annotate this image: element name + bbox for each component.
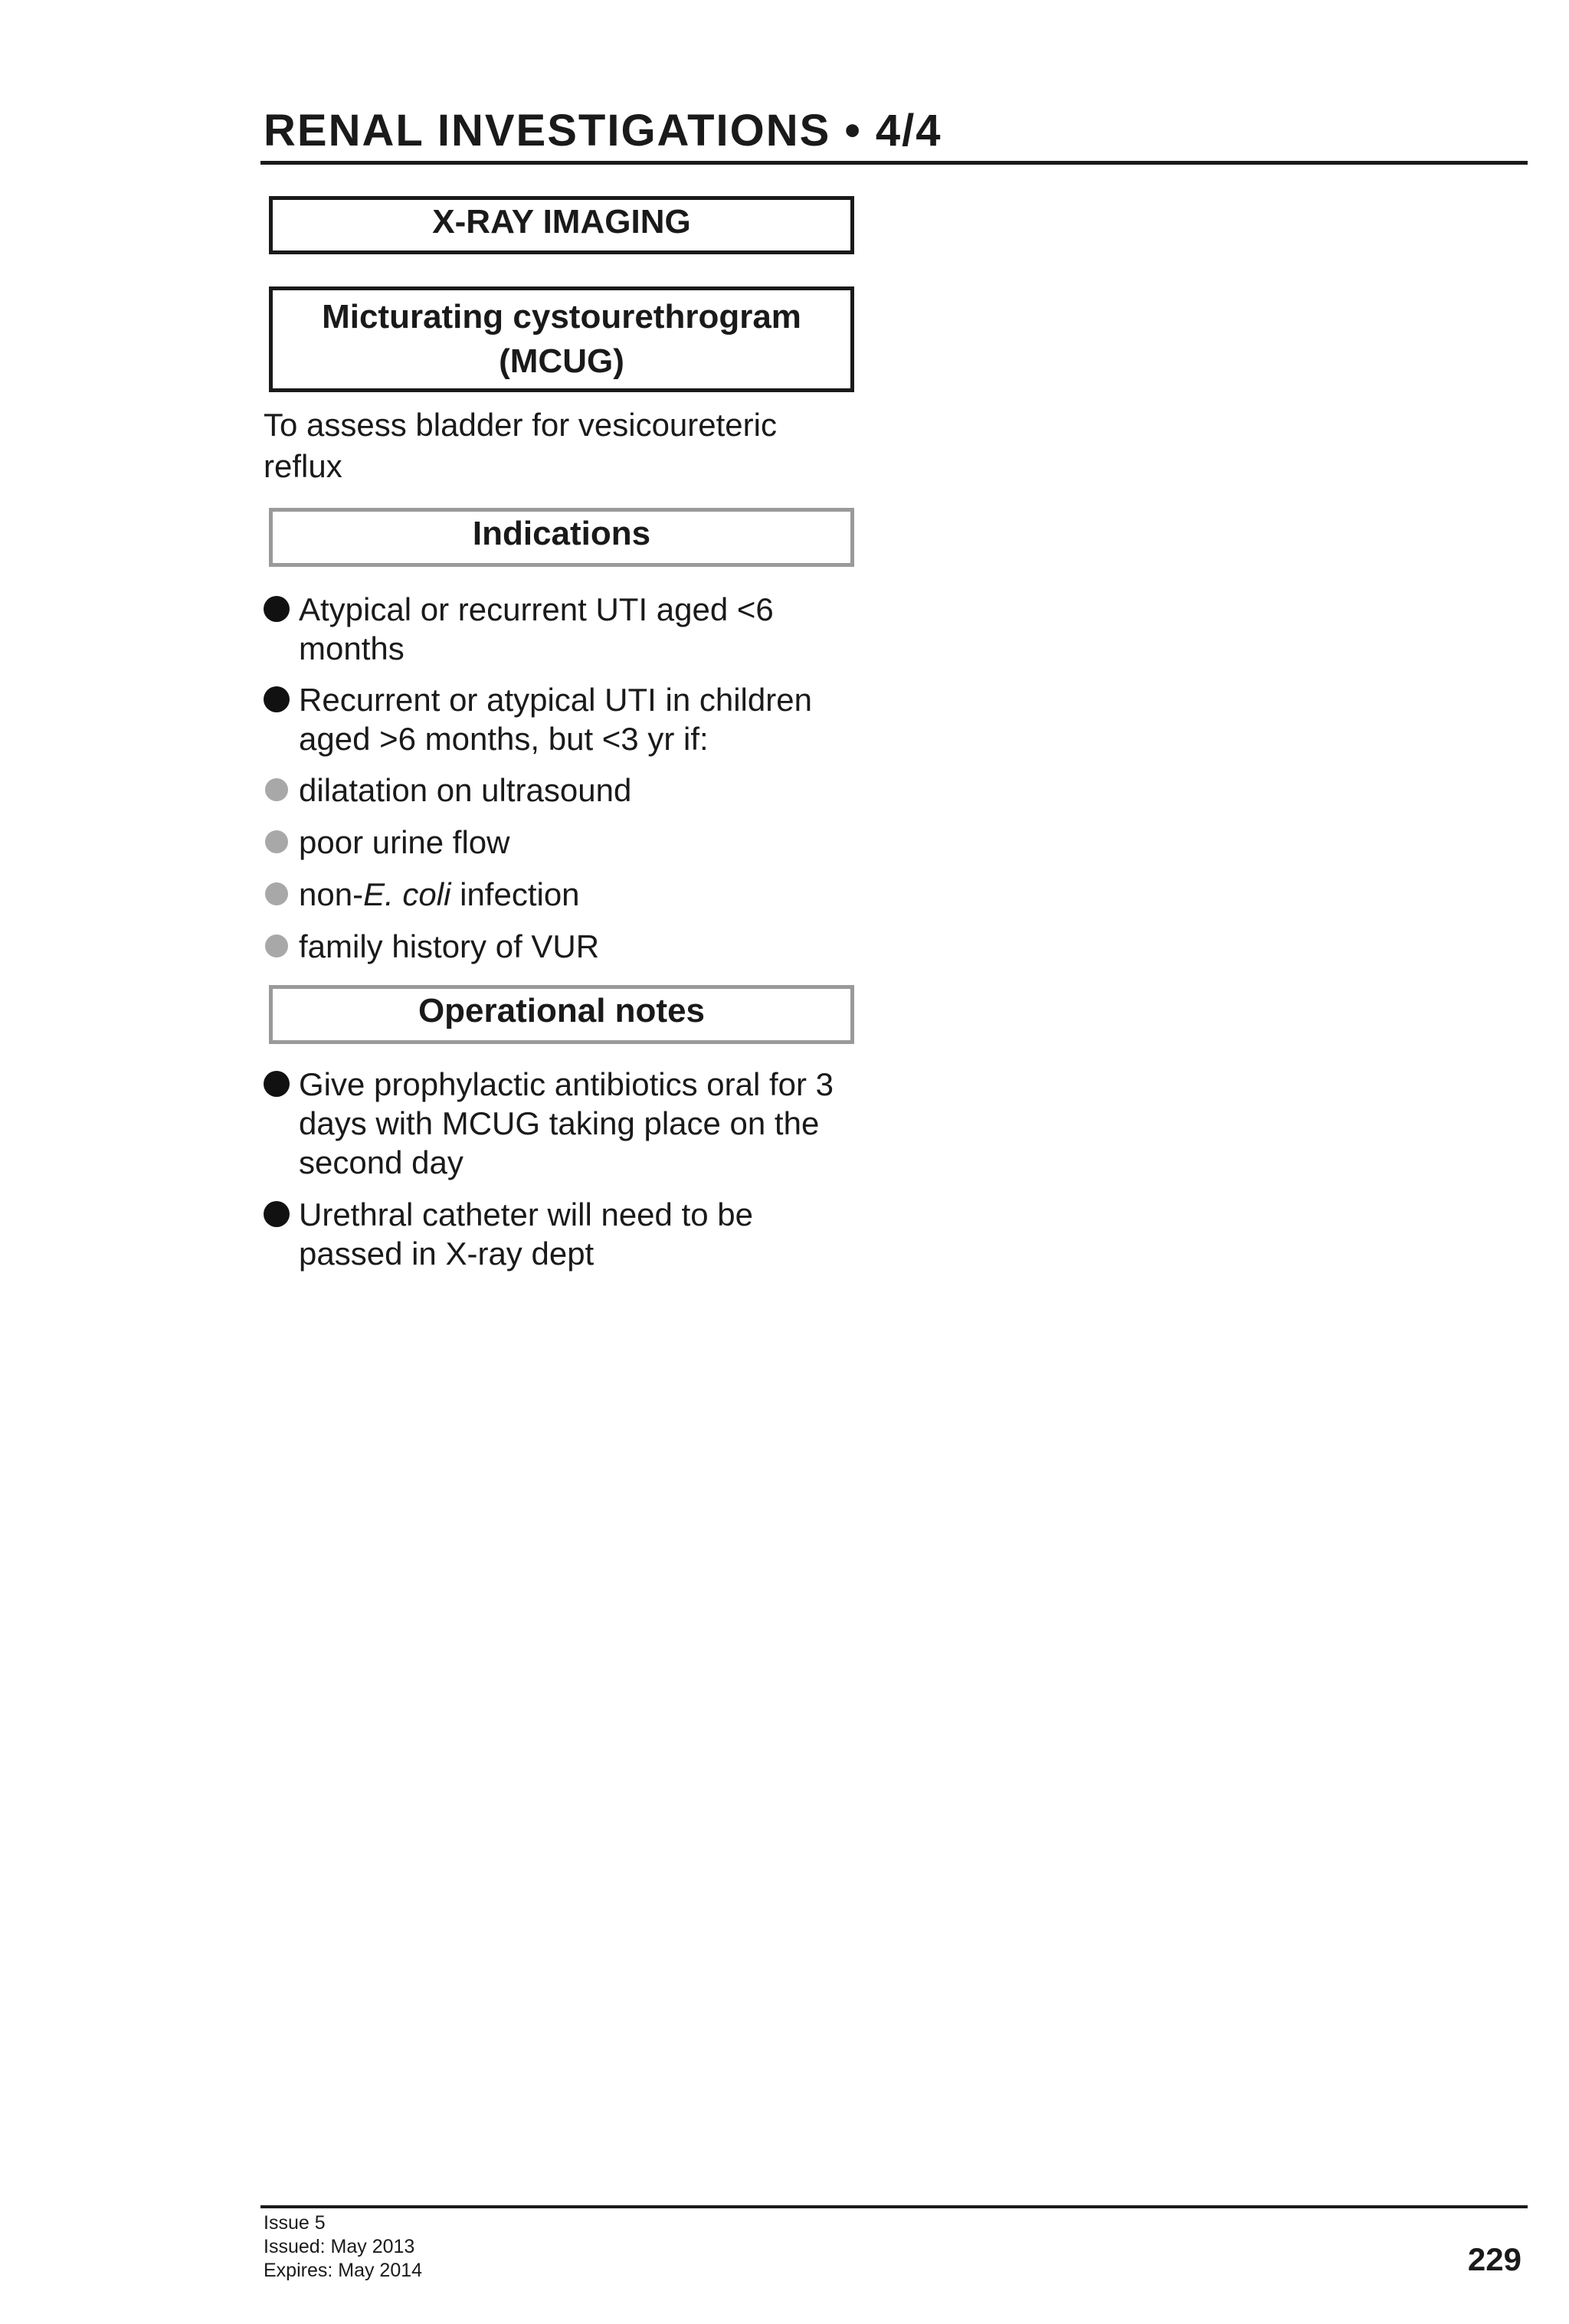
page-title: RENAL INVESTIGATIONS • 4/4 bbox=[264, 106, 942, 155]
footer-expiry-date: Expires: May 2014 bbox=[264, 2260, 423, 2281]
text-segment: infection bbox=[450, 876, 580, 912]
primary-bullet-icon bbox=[264, 1071, 290, 1097]
secondary-bullet-icon bbox=[265, 830, 288, 853]
procedure-title-line2: (MCUG) bbox=[499, 342, 624, 380]
list-item bbox=[264, 1195, 800, 1273]
list-item bbox=[264, 823, 876, 862]
list-item-text: dilatation on ultrasound bbox=[299, 772, 632, 808]
primary-bullet-icon bbox=[264, 686, 290, 712]
list-item-text bbox=[299, 875, 876, 914]
list-item bbox=[264, 680, 876, 758]
organism-name: E. coli bbox=[363, 876, 451, 912]
footer-issued-date: Issued: May 2013 bbox=[264, 2236, 415, 2257]
list-item-text: Recurrent or atypical UTI in children aged >6 months, but <3 yr if: bbox=[299, 682, 812, 757]
list-item bbox=[264, 771, 876, 810]
footer-divider bbox=[260, 2205, 1528, 2208]
list-item bbox=[264, 590, 800, 668]
procedure-heading-box bbox=[269, 286, 854, 392]
list-item-text: family history of VUR bbox=[299, 928, 600, 964]
primary-bullet-icon bbox=[264, 596, 290, 622]
primary-bullet-icon bbox=[264, 1201, 290, 1227]
section-heading: X-RAY IMAGING bbox=[432, 203, 691, 241]
text-segment: non- bbox=[299, 876, 364, 912]
footer-issue: Issue 5 bbox=[264, 2212, 326, 2234]
operational-heading: Operational notes bbox=[418, 992, 706, 1029]
secondary-bullet-icon bbox=[265, 935, 288, 957]
list-item-text: Give prophylactic antibiotics oral for 3 days with MCUG taking place on the second day bbox=[299, 1066, 834, 1180]
procedure-title-line1: Micturating cystourethrogram bbox=[322, 298, 801, 336]
secondary-bullet-icon bbox=[265, 882, 288, 905]
list-item-text: poor urine flow bbox=[299, 824, 510, 860]
list-item-text: Atypical or recurrent UTI aged <6 months bbox=[299, 591, 774, 666]
procedure-intro: To assess bladder for vesicoureteric reflux bbox=[264, 407, 777, 484]
indications-heading-box bbox=[269, 508, 854, 567]
page-number: 229 bbox=[1467, 2241, 1522, 2277]
indications-heading: Indications bbox=[472, 515, 651, 552]
operational-heading-box bbox=[269, 985, 854, 1044]
list-item bbox=[264, 875, 876, 914]
list-item bbox=[264, 927, 876, 966]
title-divider bbox=[260, 161, 1528, 165]
section-heading-box bbox=[269, 196, 854, 254]
list-item bbox=[264, 1065, 876, 1182]
list-item-text: Urethral catheter will need to be passed in X-ray dept bbox=[299, 1196, 753, 1272]
secondary-bullet-icon bbox=[265, 778, 288, 801]
